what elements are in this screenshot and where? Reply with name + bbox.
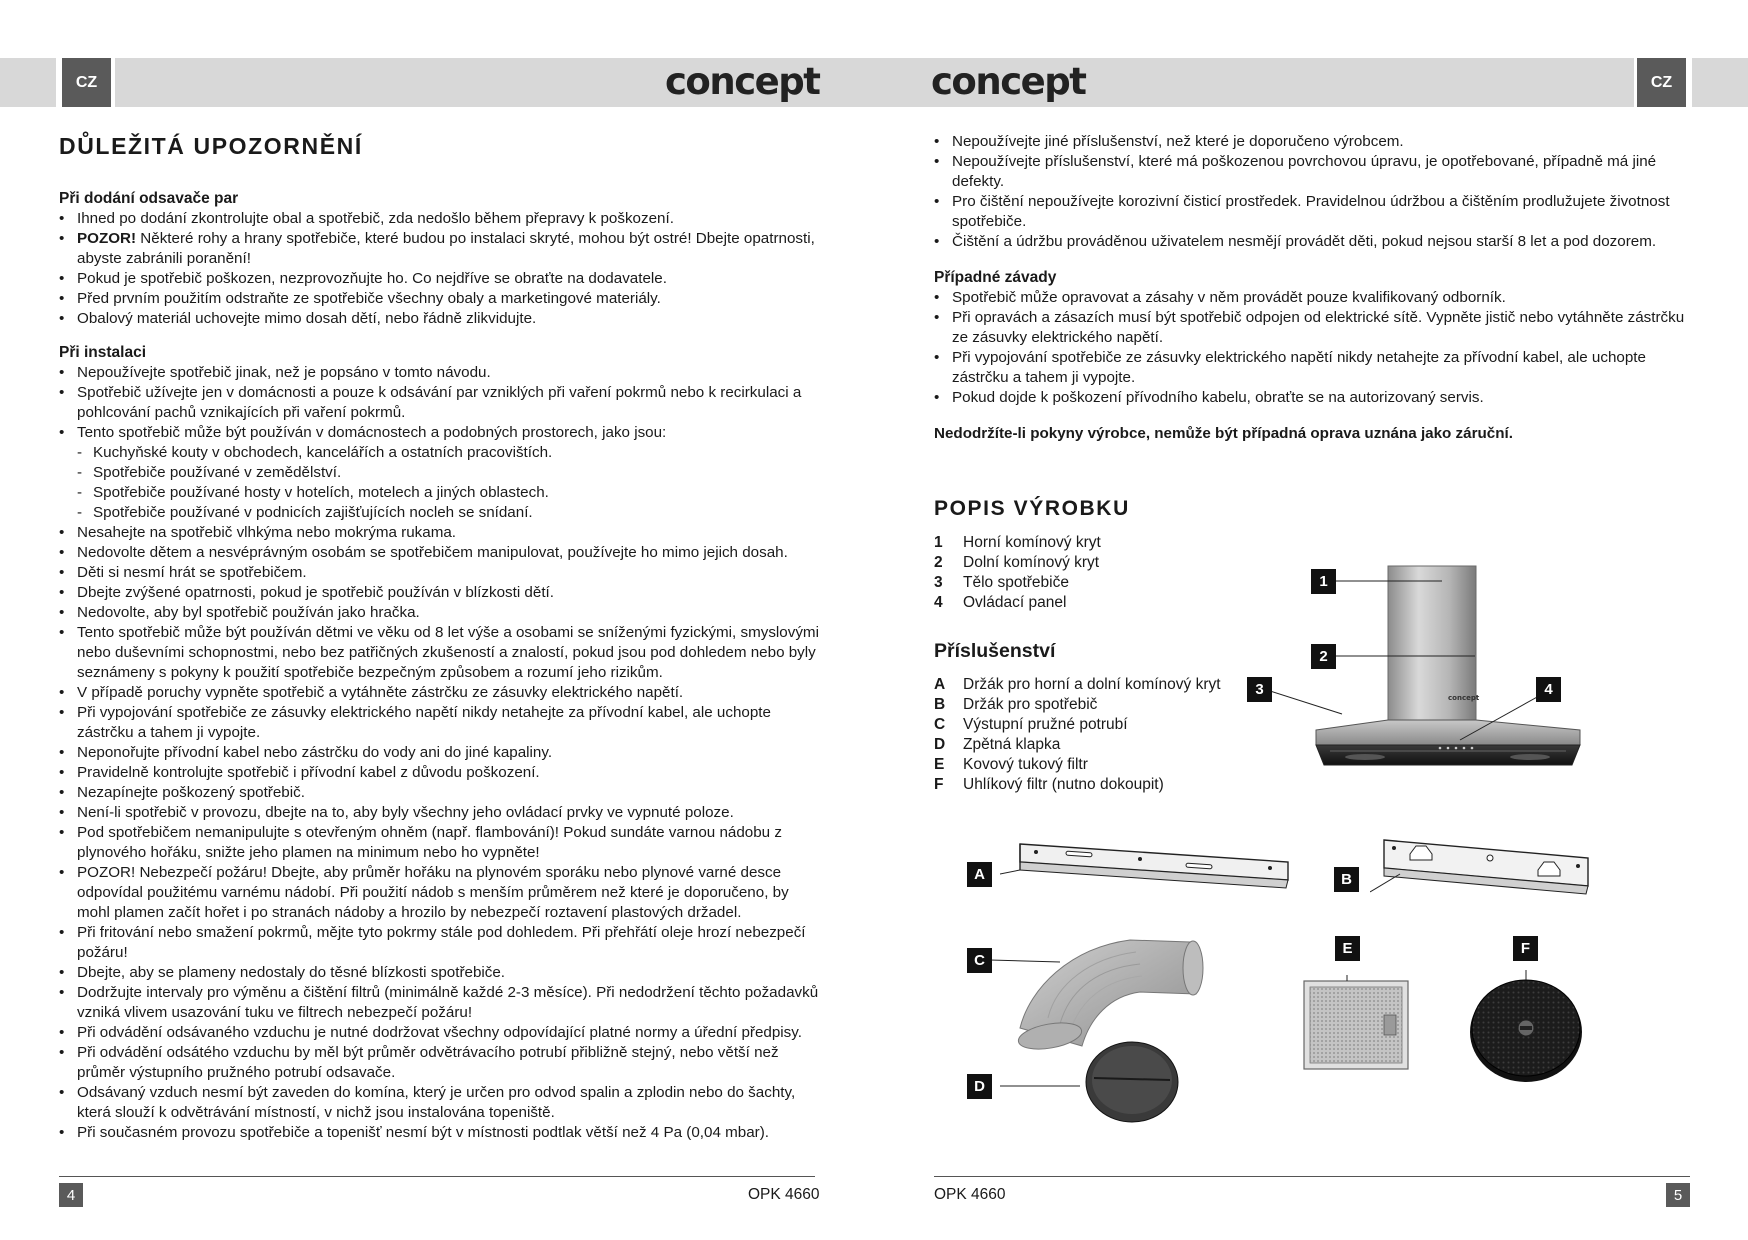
callout-b: B (1334, 867, 1359, 892)
list-item: • Při současném provozu spotřebiče a topenišť nesmí být v místnosti podtlak větší než 4 Pa (0,04 mbar). (59, 1123, 819, 1143)
header-band-right (1692, 58, 1748, 107)
callout-c: C (967, 948, 992, 973)
list-item: • Při vypojování spotřebiče ze zásuvky elektrického napětí nikdy netahejte za přívodní kabel, ale uchopte zástrčku a tahem ji vypojte. (59, 703, 819, 743)
language-badge-right: CZ (1637, 58, 1686, 107)
list-item: • Pokud je spotřebič poškozen, nezprovozňujte ho. Co nejdříve se obraťte na dodavatele. (59, 269, 819, 289)
list-item: • Pravidelně kontrolujte spotřebič i přívodní kabel z důvodu poškození. (59, 763, 819, 783)
list-item: • Dbejte, aby se plameny nedostaly do těsné blízkosti spotřebiče. (59, 963, 819, 983)
list-item: • Pro čištění nepoužívejte korozivní čisticí prostředek. Pravidelnou údržbou a čištěním prodlužujete životnost spotřebiče. (934, 192, 1696, 232)
parts-list-item: 3 Tělo spotřebiče (934, 574, 1069, 591)
list-item: • Pokud dojde k poškození přívodního kabelu, obraťte se na autorizovaný servis. (934, 388, 1696, 408)
list-item: • Spotřebič může opravovat a zásahy v něm provádět pouze kvalifikovaný odborník. (934, 288, 1696, 308)
left-text-column (59, 189, 819, 1143)
list-item: • Před prvním použitím odstraňte ze spotřebiče všechny obaly a marketingové materiály. (59, 289, 819, 309)
callout-d: D (967, 1074, 992, 1099)
list-item: • Nedovolte, aby byl spotřebič používán jako hračka. (59, 603, 819, 623)
brand-logo-left: concept (665, 60, 820, 103)
page-title-left: DŮLEŽITÁ UPOZORNĚNÍ (59, 133, 363, 159)
list-item: • Tento spotřebič může být používán v domácnostech a podobných prostorech, jako jsou: (59, 423, 819, 443)
list-item: • Nezapínejte poškozený spotřebič. (59, 783, 819, 803)
parts-list-item: 2 Dolní komínový kryt (934, 554, 1100, 571)
right-text-column (934, 132, 1696, 444)
list-item: • Při odvádění odsávaného vzduchu je nutné dodržovat všechny odpovídající platné normy a úřední předpisy. (59, 1023, 819, 1043)
list-item: • Nesahejte na spotřebič vlhkýma nebo mokrýma rukama. (59, 523, 819, 543)
sub-list-item: - Spotřebiče používané v zemědělství. (59, 463, 819, 483)
header-band-left (0, 58, 56, 107)
model-label-left: OPK 4660 (748, 1186, 820, 1203)
list-item: • V případě poruchy vypněte spotřebič a vytáhněte zástrčku ze zásuvky elektrického napětí. (59, 683, 819, 703)
list-item: • Spotřebič užívejte jen v domácnosti a pouze k odsávání par vzniklých při vaření pokrmů nebo k recirkulaci a pohlcování pachů vznikajících při vaření pokrmů. (59, 383, 819, 423)
page-number-right: 5 (1666, 1183, 1690, 1207)
parts-list-item: 4 Ovládací panel (934, 594, 1067, 611)
flexible-duct-illustration (990, 928, 1220, 1058)
list-item: • Při odvádění odsátého vzduchu by měl být průměr odvětrávacího potrubí přibližně stejný, nebo větší než průměr výstupního pružného potrubí odsavače. (59, 1043, 819, 1083)
sub-list-item: - Spotřebiče používané hosty v hotelích, motelech a jiných oblastech. (59, 483, 819, 503)
callout-a: A (967, 862, 992, 887)
list-item: • Tento spotřebič může být používán dětmi ve věku od 8 let výše a osobami se sníženými fyzickými, smyslovými nebo duševními schopnostmi, nebo bez patřičných zkušeností a znalostí, pokud jsou pod dohledem nebo byly seznámeny s pokyny k použití spotřebiče bezpečným způsobem a rozumí jeho rizikům. (59, 623, 819, 683)
accessories-list-item: C Výstupní pružné potrubí (934, 716, 1128, 733)
accessories-list-item: A Držák pro horní a dolní komínový kryt (934, 676, 1221, 693)
callout-2: 2 (1311, 644, 1336, 669)
list-item: • Ihned po dodání zkontrolujte obal a spotřebič, zda nedošlo během přepravy k poškození. (59, 209, 819, 229)
sub-list-item: - Kuchyňské kouty v obchodech, kancelářích a ostatních pracovištích. (59, 443, 819, 463)
callout-3: 3 (1247, 677, 1272, 702)
hood-brand-text: concept (1448, 694, 1480, 702)
brand-logo-right: concept (931, 60, 1086, 103)
accessories-list-item: F Uhlíkový filtr (nutno dokoupit) (934, 776, 1164, 793)
list-item: • Při vypojování spotřebiče ze zásuvky elektrického napětí nikdy netahejte za přívodní kabel, ale uchopte zástrčku a tahem ji vypojte. (934, 348, 1696, 388)
pozor-label: POZOR! (77, 230, 137, 247)
grease-filter-illustration (1300, 975, 1412, 1075)
footer-rule-right (934, 1176, 1690, 1177)
accessories-list-item: E Kovový tukový filtr (934, 756, 1088, 773)
accessories-list-item: B Držák pro spotřebič (934, 696, 1098, 713)
carbon-filter-illustration (1466, 970, 1586, 1085)
accessories-list-item: D Zpětná klapka (934, 736, 1061, 753)
callout-e: E (1335, 936, 1360, 961)
list-item: • Obalový materiál uchovejte mimo dosah dětí, nebo řádně zlikvidujte. (59, 309, 819, 329)
list-item: • Nepoužívejte jiné příslušenství, než které je doporučeno výrobcem. (934, 132, 1696, 152)
product-description-title: POPIS VÝROBKU (934, 497, 1130, 520)
list-item: • Nepoužívejte příslušenství, které má poškozenou povrchovou úpravu, je opotřebované, případně má jiné defekty. (934, 152, 1696, 192)
page-number-left: 4 (59, 1183, 83, 1207)
section-title-faults: Případné závady (934, 269, 1057, 286)
callout-1: 1 (1311, 569, 1336, 594)
list-item: • Čištění a údržbu prováděnou uživatelem nesmějí provádět děti, pokud nejsou starší 8 let a pod dozorem. (934, 232, 1696, 252)
list-item: • Nedovolte dětem a nesvéprávným osobám se spotřebičem manipulovat, používejte ho mimo jejich dosah. (59, 543, 819, 563)
section-title-installation: Při instalaci (59, 344, 147, 361)
parts-list-item: 1 Horní komínový kryt (934, 534, 1101, 551)
section-title-delivery: Při dodání odsavače par (59, 190, 239, 207)
bracket-a-illustration (1000, 838, 1300, 898)
sub-list-item: - Spotřebiče používané v podnicích zajišťujících nocleh se snídaní. (59, 503, 819, 523)
list-item-text: Některé rohy a hrany spotřebiče, které budou po instalaci skryté, mohou být ostré! Dbejte opatrnosti, abyste zabránili poranění! (77, 230, 815, 267)
list-item: • Dodržujte intervaly pro výměnu a čištění filtrů (minimálně každé 2-3 měsíce). Při nedodržení těchto požadavků vzniká vlivem usazování tuku ve filtrech nebezpečí požáru! (59, 983, 819, 1023)
parts-list (934, 533, 1101, 613)
callout-f: F (1513, 936, 1538, 961)
list-item: • Děti si nesmí hrát se spotřebičem. (59, 563, 819, 583)
list-item: • Nepoužívejte spotřebič jinak, než je popsáno v tomto návodu. (59, 363, 819, 383)
list-item: • Neponořujte přívodní kabel nebo zástrčku do vody ani do jiné kapaliny. (59, 743, 819, 763)
list-item: • Odsávaný vzduch nesmí být zaveden do komína, který je určen pro odvod spalin a zplodin nebo do šachty, která slouží k odvětrávání místností, v nichž jsou instalována topeniště. (59, 1083, 819, 1123)
language-badge-left: CZ (62, 58, 111, 107)
accessories-list (934, 675, 1221, 795)
list-item-pozor (59, 229, 819, 269)
list-item: • Dbejte zvýšené opatrnosti, pokud je spotřebič používán v blízkosti dětí. (59, 583, 819, 603)
bracket-b-illustration (1370, 836, 1595, 906)
footer-rule-left (59, 1176, 815, 1177)
model-label-right: OPK 4660 (934, 1186, 1006, 1203)
callout-4: 4 (1536, 677, 1561, 702)
list-item: • Při opravách a zásazích musí být spotřebič odpojen od elektrické sítě. Vypněte jistič nebo vytáhněte zástrčku ze zásuvky elektrického napětí. (934, 308, 1696, 348)
list-item: • Při fritování nebo smažení pokrmů, mějte tyto pokrmy stále pod dohledem. Při přehřátí oleje hrozí nebezpečí požáru! (59, 923, 819, 963)
warranty-note: Nedodržíte-li pokyny výrobce, nemůže být případná oprava uznána jako záruční. (934, 425, 1513, 442)
list-item: • Není-li spotřebič v provozu, dbejte na to, aby byly všechny jeho ovládací prvky ve vypnuté poloze. (59, 803, 819, 823)
check-valve-illustration (1000, 1040, 1180, 1125)
list-item: • POZOR! Nebezpečí požáru! Dbejte, aby průměr hořáku na plynovém sporáku nebo plynové varné desce odpovídal použitému varnému nádobí. Při použití nádob s menším průměrem než které je doporučeno, by mohl plamen začít hořet i po stranách nádoby a hrozilo by nebezpečí roztavení plastových držadel. (59, 863, 819, 923)
accessories-title: Příslušenství (934, 640, 1056, 662)
list-item: • Pod spotřebičem nemanipulujte s otevřeným ohněm (např. flambování)! Pokud sundáte varnou nádobu z plynového hořáku, snižte jeho plamen na minimum nebo ho vypněte! (59, 823, 819, 863)
